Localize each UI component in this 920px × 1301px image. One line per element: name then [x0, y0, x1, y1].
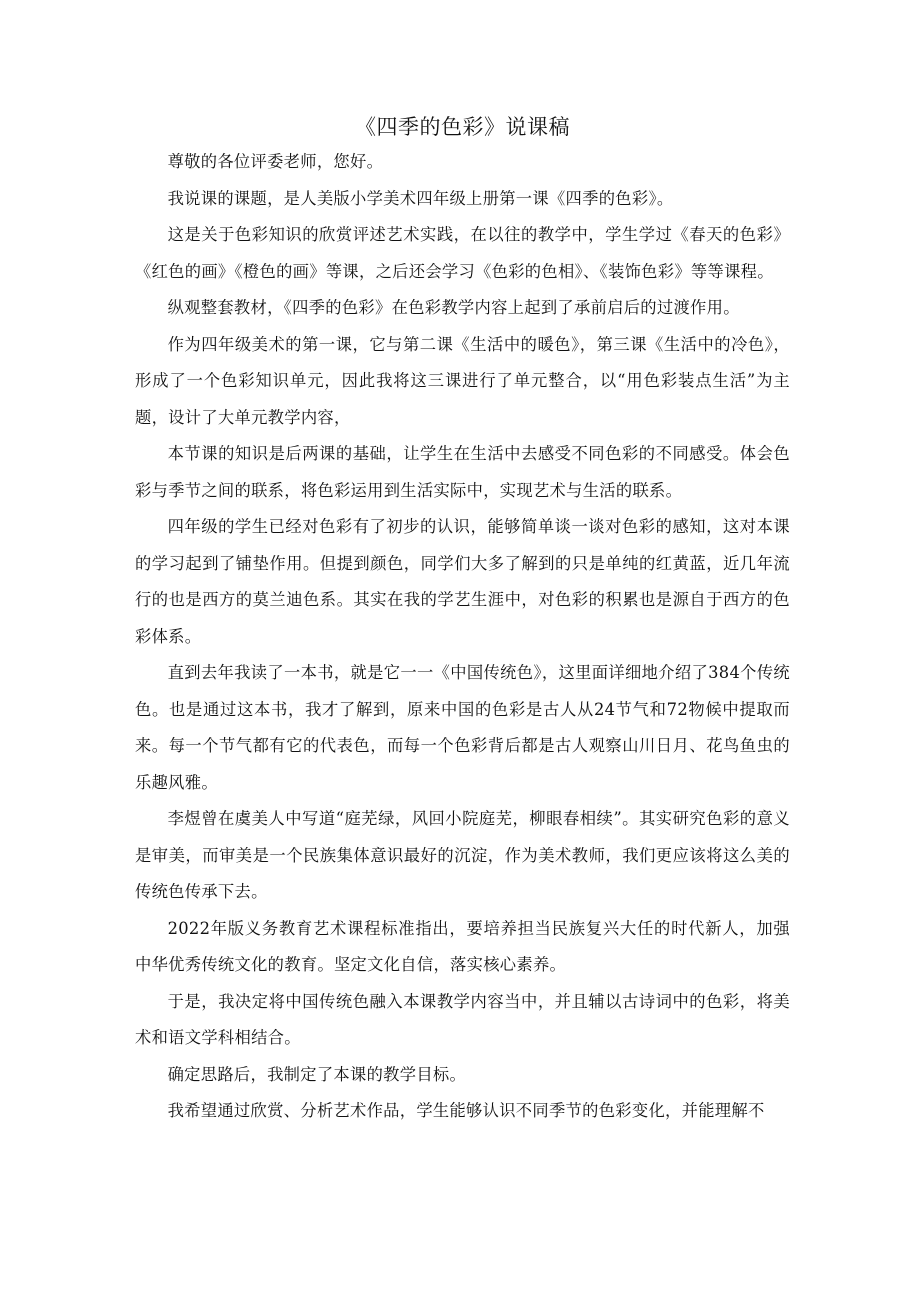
paragraph-knowledge: 本节课的知识是后两课的基础，让学生在生活中去感受不同色彩的不同感受。体会色彩与季节之间的联系，将色彩运用到生活实际中，实现艺术与生活的联系。	[135, 444, 790, 500]
document-title: 《四季的色彩》说课稿	[355, 115, 570, 139]
paragraph-students: 四年级的学生已经对色彩有了初步的认识，能够简单谈一谈对色彩的感知，这对本课的学习起到了铺垫作用。但提到颜色，同学们大多了解到的只是单纯的红黄蓝，近几年流行的也是西方的莫兰迪色系。其实在我的学艺生涯中，对色彩的积累也是源自于西方的色彩体系。	[135, 517, 790, 646]
paragraph-overview: 纵观整套教材，《四季的色彩》在色彩教学内容上起到了承前启后的过渡作用。	[167, 298, 740, 317]
paragraph-poem: 李煜曾在虞美人中写道“庭芜绿，风回小院庭芜，柳眼春相续”。其实研究色彩的意义是审美，而审美是一个民族集体意识最好的沉淀，作为美术教师，我们更应该将这么美的传统色传承下去。	[135, 809, 790, 901]
paragraph-unit: 作为四年级美术的第一课，它与第二课《生活中的暖色》，第三课《生活中的冷色》，形成了一个色彩知识单元，因此我将这三课进行了单元整合，以“用色彩装点生活”为主题，设计了大单元教学内容，	[135, 334, 790, 427]
paragraph-hope: 我希望通过欣赏、分析艺术作品，学生能够认识不同季节的色彩变化，并能理解不	[167, 1101, 765, 1120]
paragraph-book: 直到去年我读了一本书，就是它一一《中国传统色》，这里面详细地介绍了384个传统色。也是通过这本书，我才了解到，原来中国的色彩是古人从24节气和72物候中提取而来。每一个节气都有它的代表色，而每一个色彩背后都是古人观察山川日月、花鸟鱼虫的乐趣风雅。	[135, 663, 790, 792]
paragraph-topic: 我说课的课题，是人美版小学美术四年级上册第一课《四季的色彩》。	[167, 188, 674, 208]
paragraph-goals: 确定思路后，我制定了本课的教学目标。	[167, 1064, 467, 1084]
paragraph-standard: 2022年版义务教育艺术课程标准指出，要培养担当民族复兴大任的时代新人，加强中华优秀传统文化的教育。坚定文化自信，落实核心素养。	[135, 918, 790, 974]
document-page	[135, 112, 790, 1130]
paragraph-background: 这是关于色彩知识的欣赏评述艺术实践，在以往的教学中，学生学过《春天的色彩》《红色的画》《橙色的画》等课，之后还会学习《色彩的色相》、《装饰色彩》等等课程。	[135, 225, 790, 281]
paragraph-decision: 于是，我决定将中国传统色融入本课教学内容当中，并且辅以古诗词中的色彩，将美术和语文学科相结合。	[135, 991, 790, 1047]
paragraph-greeting: 尊敬的各位评委老师，您好。	[167, 152, 384, 171]
